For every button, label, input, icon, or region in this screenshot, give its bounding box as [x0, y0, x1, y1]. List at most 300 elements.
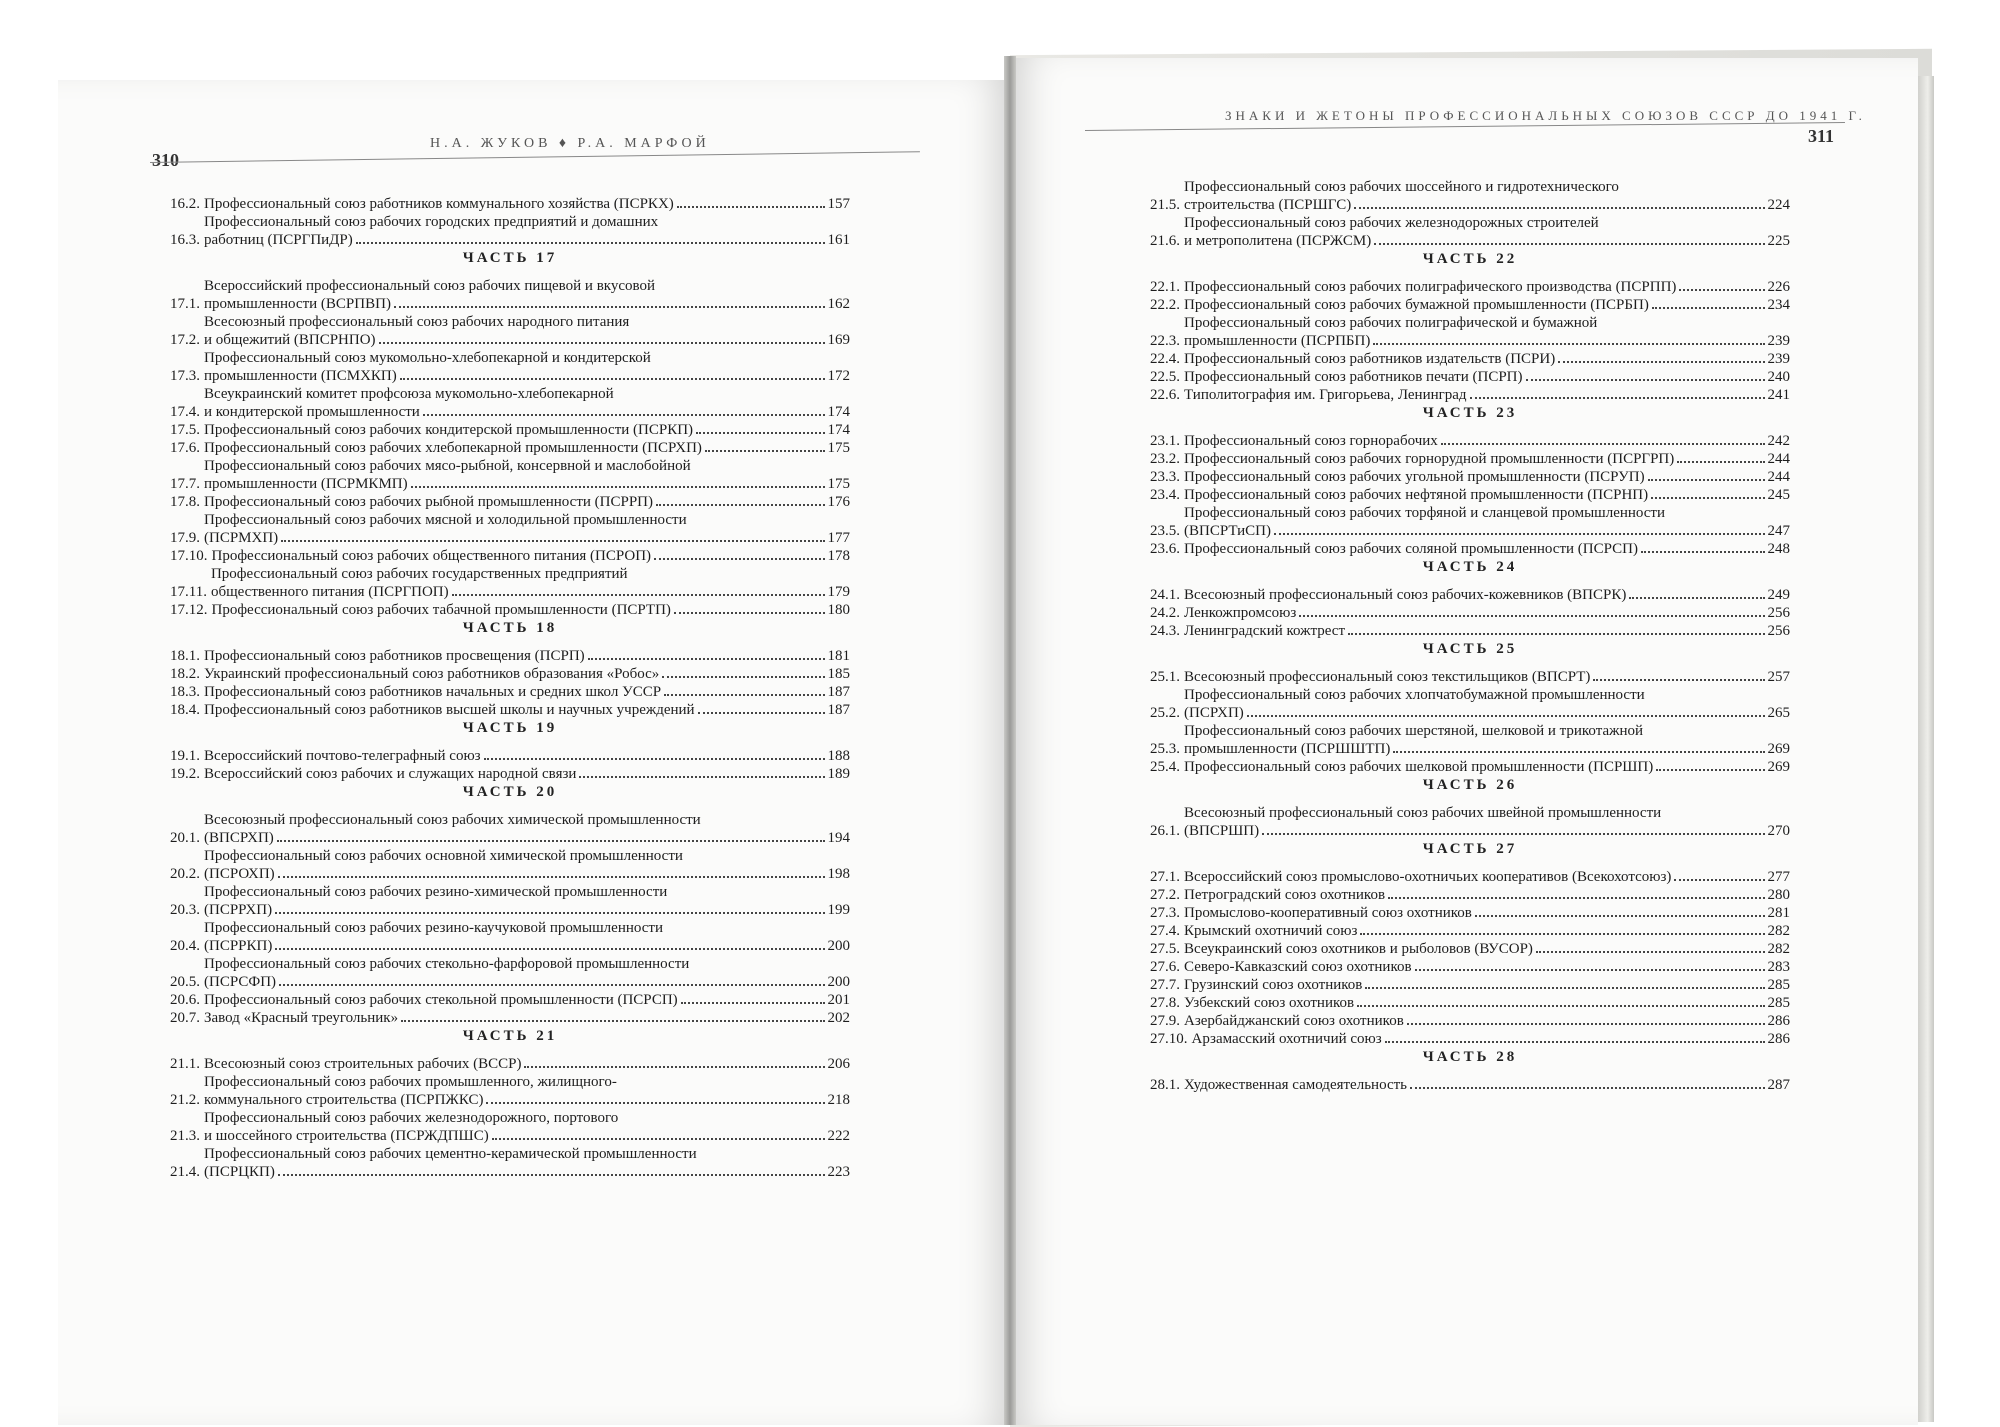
entry-title-line: Профессиональный союз рабочих бумажной промышленности (ПСРБП)	[1184, 297, 1649, 313]
entry-number: 22.1.	[1150, 279, 1180, 295]
toc-section	[1150, 404, 1790, 558]
toc-entry	[170, 421, 850, 439]
entry-title-line: Профессиональный союз рабочих кондитерской промышленности (ПСРКП)	[204, 422, 694, 438]
entry-number: 25.4.	[1150, 759, 1180, 775]
entry-page-number: 224	[1767, 197, 1790, 213]
toc-entry	[1150, 622, 1790, 640]
entry-title-line: Всероссийский союз промыслово-охотничьих кооперативов (Всекохотсоюз)	[1184, 869, 1672, 885]
entry-page-number: 256	[1767, 623, 1790, 639]
toc-entry	[170, 313, 850, 349]
toc-entry	[170, 493, 850, 511]
entry-number: 20.4.	[170, 938, 200, 954]
entry-number: 20.6.	[170, 992, 200, 1008]
dot-leader	[664, 693, 824, 696]
entry-title-line: Профессиональный союз рабочих основной химической промышленности	[204, 848, 683, 864]
entry-title-line: Профессиональный союз рабочих шоссейного и гидротехнического	[1184, 179, 1619, 195]
entry-page-number: 245	[1767, 487, 1790, 503]
toc-entry	[1150, 504, 1790, 540]
entry-page-number: 269	[1767, 759, 1790, 775]
entry-page-number: 282	[1767, 941, 1790, 957]
entry-page-number: 218	[827, 1092, 850, 1108]
entry-number: 17.6.	[170, 440, 200, 456]
entry-number: 27.1.	[1150, 869, 1180, 885]
part-heading: ЧАСТЬ 20	[462, 784, 558, 800]
toc-entry	[1150, 468, 1790, 486]
toc-entry	[1150, 540, 1790, 558]
entry-page-number: 177	[827, 530, 850, 546]
entry-page-number: 178	[827, 548, 850, 564]
part-heading: ЧАСТЬ 27	[1422, 841, 1518, 857]
entry-page-number: 199	[827, 902, 850, 918]
dot-leader	[1441, 442, 1765, 445]
entry-page-number: 174	[827, 422, 850, 438]
entry-number: 27.10.	[1150, 1031, 1188, 1047]
entry-title-line: Северо-Кавказский союз охотников	[1184, 959, 1412, 975]
entry-page-number: 282	[1767, 923, 1790, 939]
entry-title-line: Профессиональный союз рабочих хлебопекарной промышленности (ПСРХП)	[204, 440, 702, 456]
entry-title-line: Узбекский союз охотников	[1184, 995, 1355, 1011]
dot-leader	[492, 1137, 825, 1140]
entry-number: 17.2.	[170, 332, 200, 348]
toc-entry	[1150, 296, 1790, 314]
left-page-number: 310	[152, 150, 179, 170]
toc-entry	[1150, 486, 1790, 504]
entry-number: 27.9.	[1150, 1013, 1180, 1029]
entry-page-number: 157	[827, 196, 850, 212]
entry-title-line: Профессиональный союз рабочих цементно-керамической промышленности	[204, 1146, 697, 1162]
dot-leader	[1393, 750, 1764, 753]
dot-leader	[484, 757, 825, 760]
toc-entry	[1150, 940, 1790, 958]
entry-number: 23.4.	[1150, 487, 1180, 503]
toc-entry	[1150, 758, 1790, 776]
entry-title-line: Арзамасский охотничий союз	[1191, 1031, 1382, 1047]
entry-title-line: Профессиональный союз рабочих табачной промышленности (ПСРТП)	[211, 602, 671, 618]
entry-page-number: 265	[1767, 705, 1790, 721]
toc-entry	[170, 647, 850, 665]
dot-leader	[277, 839, 825, 842]
dot-leader	[281, 539, 824, 542]
entry-page-number: 283	[1767, 959, 1790, 975]
entry-page-number: 206	[827, 1056, 850, 1072]
dot-leader	[1629, 596, 1764, 599]
entry-title-line: (ПСРСФП)	[204, 974, 277, 990]
dot-leader	[356, 241, 825, 244]
toc-entry	[1150, 1012, 1790, 1030]
toc-section	[170, 249, 850, 619]
toc-entry	[1150, 604, 1790, 622]
entry-title-line: и шоссейного строительства (ПСРЖДПШС)	[204, 1128, 489, 1144]
entry-title-line: общественного питания (ПСРГПОП)	[210, 584, 449, 600]
entry-title-line: Профессиональный союз рабочих шелковой промышленности (ПСРШП)	[1184, 759, 1654, 775]
entry-number: 22.2.	[1150, 297, 1180, 313]
entry-page-number: 175	[827, 476, 850, 492]
entry-number: 21.5.	[1150, 197, 1180, 213]
part-heading: ЧАСТЬ 17	[462, 250, 558, 266]
entry-number: 24.1.	[1150, 587, 1180, 603]
entry-title-line: (ПСРЦКП)	[204, 1164, 275, 1180]
entry-number: 27.6.	[1150, 959, 1180, 975]
toc-entry	[1150, 586, 1790, 604]
entry-title-line: Завод «Красный треугольник»	[204, 1010, 399, 1026]
entry-title-line: Типолитография им. Григорьева, Ленинград	[1184, 387, 1467, 403]
entry-number: 18.2.	[170, 666, 200, 682]
entry-title-line: промышленности (ПСРПБП)	[1184, 333, 1371, 349]
entry-page-number: 286	[1767, 1031, 1790, 1047]
entry-number: 23.6.	[1150, 541, 1180, 557]
toc-section	[1150, 840, 1790, 1048]
entry-title-line: Художественная самодеятельность	[1184, 1077, 1407, 1093]
toc-entry	[1150, 314, 1790, 350]
dot-leader	[681, 1001, 825, 1004]
entry-number: 21.1.	[170, 1056, 200, 1072]
entry-title-line: Профессиональный союз рабочих нефтяной промышленности (ПСРНП)	[1184, 487, 1649, 503]
toc-entry	[170, 1055, 850, 1073]
dot-leader	[1348, 632, 1764, 635]
entry-number: 26.1.	[1150, 823, 1180, 839]
entry-title-line: Профессиональный союз горнорабочих	[1184, 433, 1438, 449]
part-heading: ЧАСТЬ 18	[462, 620, 558, 636]
toc-entry	[170, 565, 850, 601]
entry-title-line: Ленинградский кожтрест	[1184, 623, 1346, 639]
entry-title-line: промышленности (ПСРМКМП)	[204, 476, 408, 492]
entry-title-line: Всесоюзный профессиональный союз рабочих швейной промышленности	[1184, 805, 1662, 821]
entry-title-line: промышленности (ВСРПВП)	[204, 296, 391, 312]
entry-number: 18.4.	[170, 702, 200, 718]
toc-entry	[170, 847, 850, 883]
entry-title-line: Профессиональный союз рабочих соляной промышленности (ПСРСП)	[1184, 541, 1638, 557]
entry-page-number: 169	[827, 332, 850, 348]
entry-title-line: (ПСРРКП)	[204, 938, 273, 954]
entry-page-number: 244	[1767, 469, 1790, 485]
entry-page-number: 222	[827, 1128, 850, 1144]
entry-title-line: коммунального строительства (ПСРПЖКС)	[204, 1092, 484, 1108]
toc-entry	[170, 765, 850, 783]
left-toc	[170, 195, 850, 1181]
entry-page-number: 198	[827, 866, 850, 882]
toc-entry	[1150, 686, 1790, 722]
dot-leader	[452, 593, 825, 596]
toc-entry	[1150, 350, 1790, 368]
entry-number: 20.7.	[170, 1010, 200, 1026]
entry-page-number: 187	[827, 702, 850, 718]
entry-number: 16.3.	[170, 232, 200, 248]
entry-title-line: Профессиональный союз рабочих рыбной промышленности (ПСРРП)	[204, 494, 653, 510]
toc-entry	[170, 601, 850, 619]
entry-number: 27.7.	[1150, 977, 1180, 993]
entry-title-line: Азербайджанский союз охотников	[1184, 1013, 1404, 1029]
dot-leader	[1407, 1022, 1765, 1025]
entry-number: 20.5.	[170, 974, 200, 990]
entry-page-number: 239	[1767, 333, 1790, 349]
entry-number: 23.3.	[1150, 469, 1180, 485]
dot-leader	[1674, 878, 1764, 881]
entry-number: 17.11.	[170, 584, 207, 600]
entry-page-number: 179	[827, 584, 850, 600]
entry-number: 22.4.	[1150, 351, 1180, 367]
entry-number: 17.3.	[170, 368, 200, 384]
entry-title-line: Профессиональный союз рабочих стекольно-фарфоровой промышленности	[204, 956, 690, 972]
toc-entry	[170, 955, 850, 991]
toc-entry	[170, 385, 850, 421]
dot-leader	[1262, 832, 1764, 835]
entry-page-number: 181	[827, 648, 850, 664]
entry-title-line: Крымский охотничий союз	[1184, 923, 1358, 939]
toc-section	[170, 1027, 850, 1181]
toc-entry	[1150, 432, 1790, 450]
entry-title-line: промышленности (ПСРШШТП)	[1184, 741, 1391, 757]
toc-entry	[1150, 804, 1790, 840]
toc-entry	[170, 1109, 850, 1145]
dot-leader	[1360, 932, 1764, 935]
entry-title-line: Профессиональный союз рабочих угольной промышленности (ПСРУП)	[1184, 469, 1645, 485]
toc-entry	[170, 1145, 850, 1181]
entry-page-number: 287	[1767, 1077, 1790, 1093]
entry-number: 18.3.	[170, 684, 200, 700]
entry-page-number: 249	[1767, 587, 1790, 603]
entry-number: 27.3.	[1150, 905, 1180, 921]
entry-page-number: 225	[1767, 233, 1790, 249]
entry-title-line: Профессиональный союз мукомольно-хлебопекарной и кондитерской	[204, 350, 651, 366]
toc-entry	[1150, 868, 1790, 886]
toc-entry	[1150, 1076, 1790, 1094]
toc-entry	[1150, 178, 1790, 214]
dot-leader	[1385, 1040, 1765, 1043]
dot-leader	[1593, 678, 1764, 681]
entry-title-line: Профессиональный союз работников издательств (ПСРИ)	[1184, 351, 1556, 367]
entry-title-line: Всероссийский почтово-телеграфный союз	[204, 748, 481, 764]
dot-leader	[379, 341, 825, 344]
entry-page-number: 187	[827, 684, 850, 700]
entry-page-number: 180	[827, 602, 850, 618]
entry-title-line: Профессиональный союз рабочих государственных предприятий	[210, 566, 628, 582]
dot-leader	[1558, 360, 1764, 363]
toc-entry	[1150, 386, 1790, 404]
toc-entry	[170, 511, 850, 547]
entry-number: 17.10.	[170, 548, 208, 564]
entry-number: 17.1.	[170, 296, 200, 312]
dot-leader	[1679, 288, 1764, 291]
toc-section	[1150, 558, 1790, 640]
left-running-head: Н.А. ЖУКОВ ♦ Р.А. МАРФОЙ	[430, 136, 710, 151]
entry-page-number: 280	[1767, 887, 1790, 903]
part-heading: ЧАСТЬ 21	[462, 1028, 558, 1044]
entry-title-line: Петроградский союз охотников	[1184, 887, 1386, 903]
dot-leader	[275, 911, 824, 914]
dot-leader	[1354, 206, 1764, 209]
entry-page-number: 281	[1767, 905, 1790, 921]
entry-number: 23.5.	[1150, 523, 1180, 539]
toc-entry	[170, 883, 850, 919]
entry-number: 20.3.	[170, 902, 200, 918]
entry-title-line: Профессиональный союз рабочих торфяной и сланцевой промышленности	[1184, 505, 1666, 521]
entry-title-line: Профессиональный союз рабочих железнодорожных строителей	[1184, 215, 1599, 231]
toc-entry	[1150, 886, 1790, 904]
toc-entry	[170, 683, 850, 701]
entry-title-line: Профессиональный союз рабочих городских предприятий и домашних	[204, 214, 659, 230]
entry-number: 21.3.	[170, 1128, 200, 1144]
entry-page-number: 194	[827, 830, 850, 846]
toc-section	[170, 783, 850, 1027]
entry-title-line: Профессиональный союз рабочих мясо-рыбной, консервной и маслобойной	[204, 458, 691, 474]
dot-leader	[411, 485, 825, 488]
entry-title-line: и кондитерской промышленности	[204, 404, 420, 420]
entry-number: 17.8.	[170, 494, 200, 510]
entry-title-line: промышленности (ПСМХКП)	[204, 368, 397, 384]
entry-page-number: 161	[827, 232, 850, 248]
toc-entry	[170, 439, 850, 457]
toc-entry	[1150, 958, 1790, 976]
toc-entry	[170, 665, 850, 683]
dot-leader	[705, 449, 825, 452]
entry-number: 17.5.	[170, 422, 200, 438]
toc-entry	[170, 195, 850, 213]
part-heading: ЧАСТЬ 22	[1422, 251, 1518, 267]
entry-number: 17.4.	[170, 404, 200, 420]
dot-leader	[1526, 378, 1765, 381]
dot-leader	[654, 557, 824, 560]
toc-entry	[1150, 994, 1790, 1012]
dot-leader	[278, 1173, 825, 1176]
toc-entry	[1150, 722, 1790, 758]
toc-section	[170, 719, 850, 783]
entry-page-number: 240	[1767, 369, 1790, 385]
entry-title-line: Профессиональный союз рабочих железнодорожного, портового	[204, 1110, 619, 1126]
entry-number: 18.1.	[170, 648, 200, 664]
toc-section	[1150, 640, 1790, 776]
entry-title-line: Профессиональный союз работников высшей школы и научных учреждений	[204, 702, 695, 718]
toc-entry	[1150, 214, 1790, 250]
entry-number: 22.5.	[1150, 369, 1180, 385]
entry-number: 25.1.	[1150, 669, 1180, 685]
entry-page-number: 269	[1767, 741, 1790, 757]
entry-title-line: и метрополитена (ПСРЖСМ)	[1184, 233, 1372, 249]
entry-title-line: Профессиональный союз работников просвещения (ПСРП)	[204, 648, 585, 664]
entry-page-number: 189	[827, 766, 850, 782]
dot-leader	[1388, 896, 1764, 899]
toc-entry	[170, 919, 850, 955]
toc-entry	[1150, 904, 1790, 922]
dot-leader	[275, 947, 824, 950]
toc-entry	[1150, 450, 1790, 468]
dot-leader	[279, 983, 824, 986]
entry-number: 19.1.	[170, 748, 200, 764]
entry-page-number: 176	[827, 494, 850, 510]
entry-page-number: 242	[1767, 433, 1790, 449]
entry-number: 28.1.	[1150, 1077, 1180, 1093]
dot-leader	[588, 657, 825, 660]
entry-page-number: 201	[827, 992, 850, 1008]
entry-title-line: Всесоюзный профессиональный союз рабочих химической промышленности	[204, 812, 701, 828]
entry-page-number: 248	[1767, 541, 1790, 557]
entry-number: 21.4.	[170, 1164, 200, 1180]
dot-leader	[662, 675, 824, 678]
entry-number: 22.3.	[1150, 333, 1180, 349]
dot-leader	[401, 1019, 824, 1022]
entry-title-line: Всесоюзный профессиональный союз рабочих народного питания	[204, 314, 630, 330]
toc-section	[1150, 250, 1790, 404]
entry-page-number: 172	[827, 368, 850, 384]
dot-leader	[423, 413, 825, 416]
entry-title-line: Ленкожпромсоюз	[1184, 605, 1297, 621]
dot-leader	[1536, 950, 1765, 953]
dot-leader	[1357, 1004, 1764, 1007]
entry-title-line: Профессиональный союз рабочих промышленного, жилищного-	[204, 1074, 617, 1090]
entry-title-line: (ПСРХП)	[1184, 705, 1244, 721]
entry-page-number: 286	[1767, 1013, 1790, 1029]
toc-section	[170, 619, 850, 719]
right-page-number: 311	[1808, 126, 1835, 146]
book-cover-edge	[1918, 76, 1934, 1422]
entry-page-number: 277	[1767, 869, 1790, 885]
entry-number: 23.1.	[1150, 433, 1180, 449]
part-heading: ЧАСТЬ 26	[1422, 777, 1518, 793]
entry-title-line: Профессиональный союз рабочих полиграфической и бумажной	[1184, 315, 1598, 331]
toc-entry	[170, 213, 850, 249]
dot-leader	[1373, 342, 1764, 345]
entry-title-line: и общежитий (ВПСРНПО)	[204, 332, 376, 348]
entry-title-line: Профессиональный союз рабочих резино-каучуковой промышленности	[204, 920, 663, 936]
dot-leader	[579, 775, 824, 778]
entry-number: 17.9.	[170, 530, 200, 546]
entry-page-number: 257	[1767, 669, 1790, 685]
entry-title-line: Всеукраинский комитет профсоюза мукомольно-хлебопекарной	[204, 386, 614, 402]
dot-leader	[698, 711, 825, 714]
right-running-head: ЗНАКИ И ЖЕТОНЫ ПРОФЕССИОНАЛЬНЫХ СОЮЗОВ СССР ДО 1941 Г.	[1225, 108, 1866, 123]
entry-title-line: Профессиональный союз рабочих шерстяной, шелковой и трикотажной	[1184, 723, 1644, 739]
entry-page-number: 241	[1767, 387, 1790, 403]
toc-entry	[170, 991, 850, 1009]
dot-leader	[656, 503, 825, 506]
entry-title-line: (ВПСРТиСП)	[1184, 523, 1272, 539]
entry-number: 25.3.	[1150, 741, 1180, 757]
toc-entry	[1150, 278, 1790, 296]
entry-title-line: (ВПСРШП)	[1184, 823, 1260, 839]
dot-leader	[1299, 614, 1764, 617]
dot-leader	[1652, 306, 1765, 309]
dot-leader	[1374, 242, 1764, 245]
entry-page-number: 202	[827, 1010, 850, 1026]
entry-number: 20.2.	[170, 866, 200, 882]
dot-leader	[1365, 986, 1764, 989]
entry-title-line: работниц (ПСРГПиДР)	[204, 232, 353, 248]
entry-page-number: 244	[1767, 451, 1790, 467]
entry-title-line: Промыслово-кооперативный союз охотников	[1184, 905, 1472, 921]
entry-number: 17.7.	[170, 476, 200, 492]
part-heading: ЧАСТЬ 23	[1422, 405, 1518, 421]
entry-number: 19.2.	[170, 766, 200, 782]
dot-leader	[1656, 768, 1764, 771]
part-heading: ЧАСТЬ 28	[1422, 1049, 1518, 1065]
entry-page-number: 200	[827, 938, 850, 954]
entry-title-line: Профессиональный союз рабочих горнорудной промышленности (ПСРГРП)	[1184, 451, 1675, 467]
entry-title-line: Украинский профессиональный союз работников образования «Робос»	[204, 666, 660, 682]
entry-title-line: (ВПСРХП)	[204, 830, 274, 846]
entry-number: 24.3.	[1150, 623, 1180, 639]
entry-page-number: 185	[827, 666, 850, 682]
entry-title-line: Всесоюзный союз строительных рабочих (ВССР)	[204, 1056, 522, 1072]
toc-section	[170, 195, 850, 249]
toc-entry	[170, 701, 850, 719]
entry-number: 21.2.	[170, 1092, 200, 1108]
entry-title-line: Всероссийский профессиональный союз рабочих пищевой и вкусовой	[204, 278, 656, 294]
dot-leader	[1410, 1086, 1765, 1089]
entry-title-line: Всероссийский союз рабочих и служащих народной связи	[204, 766, 577, 782]
entry-page-number: 256	[1767, 605, 1790, 621]
toc-section	[1150, 776, 1790, 840]
entry-page-number: 234	[1767, 297, 1790, 313]
dot-leader	[1648, 478, 1765, 481]
